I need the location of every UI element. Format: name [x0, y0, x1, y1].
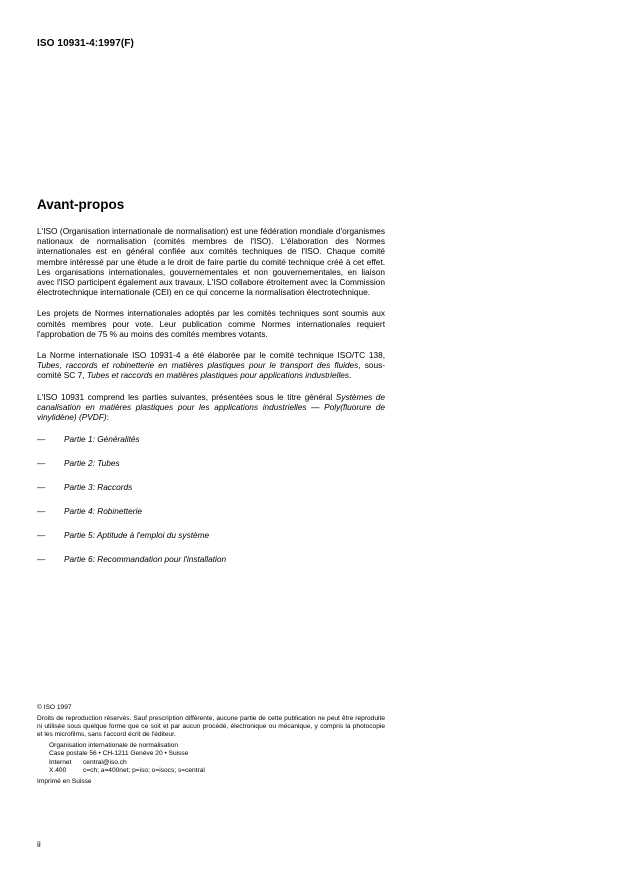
paragraph-parts-intro	[37, 392, 385, 423]
parts-list	[37, 434, 385, 578]
list-dash: —	[37, 554, 46, 565]
x400-address: c=ch; a=400net; p=iso; o=isocs; s=central	[83, 766, 205, 774]
postal-address: Case postale 56 • CH-1211 Genève 20 • Suisse	[49, 750, 189, 758]
part-label: Partie 3: Raccords	[64, 482, 133, 493]
list-item	[37, 434, 385, 458]
list-dash: —	[37, 506, 46, 517]
list-dash: —	[37, 530, 46, 541]
list-item	[37, 530, 385, 554]
x400-label: X.400	[49, 766, 67, 774]
paragraph-voting: Les projets de Normes internationales adoptés par les comités techniques sont soumis aux comités membres pour vote. Leur publication comme Normes internationales requiert l'approbation de 75 % au moins des comités membres votants.	[37, 308, 385, 339]
document-id: ISO 10931-4:1997(F)	[37, 38, 134, 49]
x400-row	[49, 767, 385, 775]
parts-intro-text: L'ISO 10931 comprend les parties suivantes, présentées sous le titre général	[37, 391, 336, 402]
paragraph-iso-description: L'ISO (Organisation internationale de normalisation) est une fédération mondiale d'organismes nationaux de normalisation (comités membres de l'ISO). L'élaboration des Normes internationales est en général confiée aux comités techniques de l'ISO. Chaque comité membre intéressé par une étude a le droit de faire partie du comité technique créé à cet effet. Les organisations internationales, gouvernementales et non gouvernementales, en liaison avec l'ISO participent également aux travaux. L'ISO collabore étroitement avec la Commission électrotechnique internationale (CEI) en ce qui concerne la normalisation électrotechnique.	[37, 226, 385, 298]
paragraph-committee	[37, 350, 385, 381]
list-item	[37, 458, 385, 482]
list-dash: —	[37, 482, 46, 493]
internet-label: Internet	[49, 758, 72, 766]
part-label: Partie 4: Robinetterie	[64, 506, 142, 517]
page-title: Avant-propos	[37, 197, 125, 212]
internet-address: central@iso.ch	[83, 758, 127, 766]
copyright-footer	[37, 704, 385, 786]
list-dash: —	[37, 458, 46, 469]
part-label: Partie 2: Tubes	[64, 458, 120, 469]
rights-notice: Droits de reproduction réservés. Sauf prescription différente, aucune partie de cette publication ne peut être reproduite ni utilisée sous quelque forme que ce soit et par aucun procédé, électronique ou mécanique, y compris la photocopie et les microfilms, sans l'accord écrit de l'éditeur.	[37, 715, 385, 739]
publisher-address	[49, 742, 385, 774]
committee-text-1: La Norme internationale ISO 10931-4 a été élaborée par le comité technique ISO/TC 138,	[37, 350, 385, 361]
part-label: Partie 5: Aptitude à l'emploi du système	[64, 530, 210, 541]
committee-text-2: , sous-comité SC 7,	[37, 360, 385, 381]
general-title: Systèmes de canalisation en matières plastiques pour les applications industrielles — Poly(fluorure de vinylidène) (PVDF)	[37, 391, 385, 423]
subcommittee-title: Tubes et raccords en matières plastiques pour applications industrielles	[86, 370, 350, 381]
foreword-body	[37, 226, 385, 578]
page-number: ii	[37, 839, 41, 849]
list-dash: —	[37, 434, 46, 445]
parts-intro-colon: :	[106, 412, 109, 423]
internet-row	[49, 759, 385, 767]
part-label: Partie 1: Généralités	[64, 434, 140, 445]
printed-in: Imprimé en Suisse	[37, 777, 92, 785]
list-item	[37, 482, 385, 506]
organisation-name: Organisation internationale de normalisation	[49, 742, 179, 750]
part-label: Partie 6: Recommandation pour l'installation	[64, 554, 227, 565]
list-item	[37, 506, 385, 530]
list-item	[37, 554, 385, 578]
copyright-notice: © ISO 1997	[37, 704, 72, 711]
committee-title: Tubes, raccords et robinetterie en matières plastiques pour le transport des fluides	[37, 360, 359, 371]
committee-text-3: .	[349, 370, 352, 381]
